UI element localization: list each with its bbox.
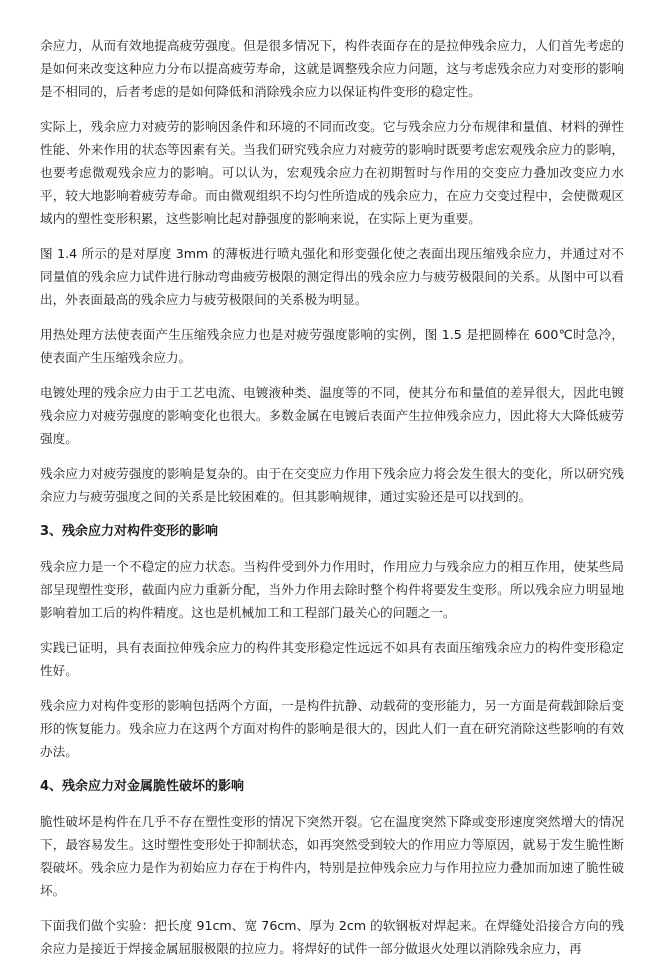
paragraph-experiment: 下面我们做个实验：把长度 91cm、宽 76cm、厚为 2cm 的软钢板对焊起来。在焊缝处沿接合方向的残余应力是接近于焊接金属屈服极限的拉应力。将焊好的试件一部分做退火处理以消除残余应力，再 bbox=[40, 918, 624, 956]
section-heading-4: 4、残余应力对金属脆性破坏的影响 bbox=[40, 779, 245, 794]
paragraph-two-aspects: 残余应力对构件变形的影响包括两个方面，一是构件抗静、动载荷的变形能力，另一方面是荷载卸除后变形的恢复能力。残余应力在这两个方面对构件的影响是很大的，因此人们一直在研究消除这些影响的有效办法。 bbox=[40, 698, 624, 759]
paragraph-electroplating: 电镀处理的残余应力由于工艺电流、电镀液种类、温度等的不同，使其分布和量值的差异很大，因此电镀残余应力对疲劳强度的影响变化也很大。多数金属在电镀后表面产生拉伸残余应力，因此将大大降低疲劳强度。 bbox=[40, 385, 624, 446]
paragraph-figure-1-5: 用热处理方法使表面产生压缩残余应力也是对疲劳强度影响的实例，图 1.5 是把圆棒在 600℃时急冷，使表面产生压缩残余应力。 bbox=[40, 327, 625, 365]
section-heading-3: 3、残余应力对构件变形的影响 bbox=[40, 524, 219, 539]
paragraph-fatigue-conditions: 实际上，残余应力对疲劳的影响因条件和环境的不同而改变。它与残余应力分布规律和量值、材料的弹性性能、外来作用的状态等因素有关。当我们研究残余应力对疲劳的影响时既要考虑宏观残余应力的影响，也要考虑微观残余应力的影响。可以认为，宏观残余应力在初期暂时与作用的交变应力叠加改变应力水平，较大地影响着疲劳寿命。而由微观组织不均匀性所造成的残余应力，在应力交变过程中，会使微观区域内的塑性变形积累，这些影响比起对静强度的影响来说，在实际上更为重要。 bbox=[40, 119, 624, 226]
paragraph-figure-1-4: 图 1.4 所示的是对厚度 3mm 的薄板进行喷丸强化和形变强化使之表面出现压缩残余应力，并通过对不同量值的残余应力试件进行脉动弯曲疲劳极限的测定得出的残余应力与疲劳极限间的关系。从图中可以看出，外表面最高的残余应力与疲劳极限间的关系极为明显。 bbox=[40, 246, 624, 307]
paragraph-deformation-stability: 实践已证明，具有表面拉伸残余应力的构件其变形稳定性远远不如具有表面压缩残余应力的构件变形稳定性好。 bbox=[40, 640, 624, 678]
paragraph-fatigue-complexity: 残余应力对疲劳强度的影响是复杂的。由于在交变应力作用下残余应力将会发生很大的变化，所以研究残余应力与疲劳强度之间的关系是比较困难的。但其影响规律，通过实验还是可以找到的。 bbox=[40, 466, 624, 504]
document-page bbox=[40, 34, 624, 972]
paragraph-unstable-state: 残余应力是一个不稳定的应力状态。当构件受到外力作用时，作用应力与残余应力的相互作用，使某些局部呈现塑性变形，截面内应力重新分配，当外力作用去除时整个构件将要发生变形。所以残余应力明显地影响着加工后的构件精度。这也是机械加工和工程部门最关心的问题之一。 bbox=[40, 559, 624, 620]
paragraph-brittle-fracture: 脆性破坏是构件在几乎不存在塑性变形的情况下突然开裂。它在温度突然下降或变形速度突然增大的情况下，最容易发生。这时塑性变形处于抑制状态，如再突然受到较大的作用应力等原因，就易于发生脆性断裂破坏。残余应力是作为初始应力存在于构件内，特别是拉伸残余应力与作用拉应力叠加而加速了脆性破坏。 bbox=[40, 814, 624, 898]
paragraph-fatigue-intro: 余应力，从而有效地提高疲劳强度。但是很多情况下，构件表面存在的是拉伸残余应力，人们首先考虑的是如何来改变这种应力分布以提高疲劳寿命，这就是调整残余应力问题，这与考虑残余应力对变形的影响是不相同的，后者考虑的是如何降低和消除残余应力以保证构件变形的稳定性。 bbox=[40, 38, 624, 99]
